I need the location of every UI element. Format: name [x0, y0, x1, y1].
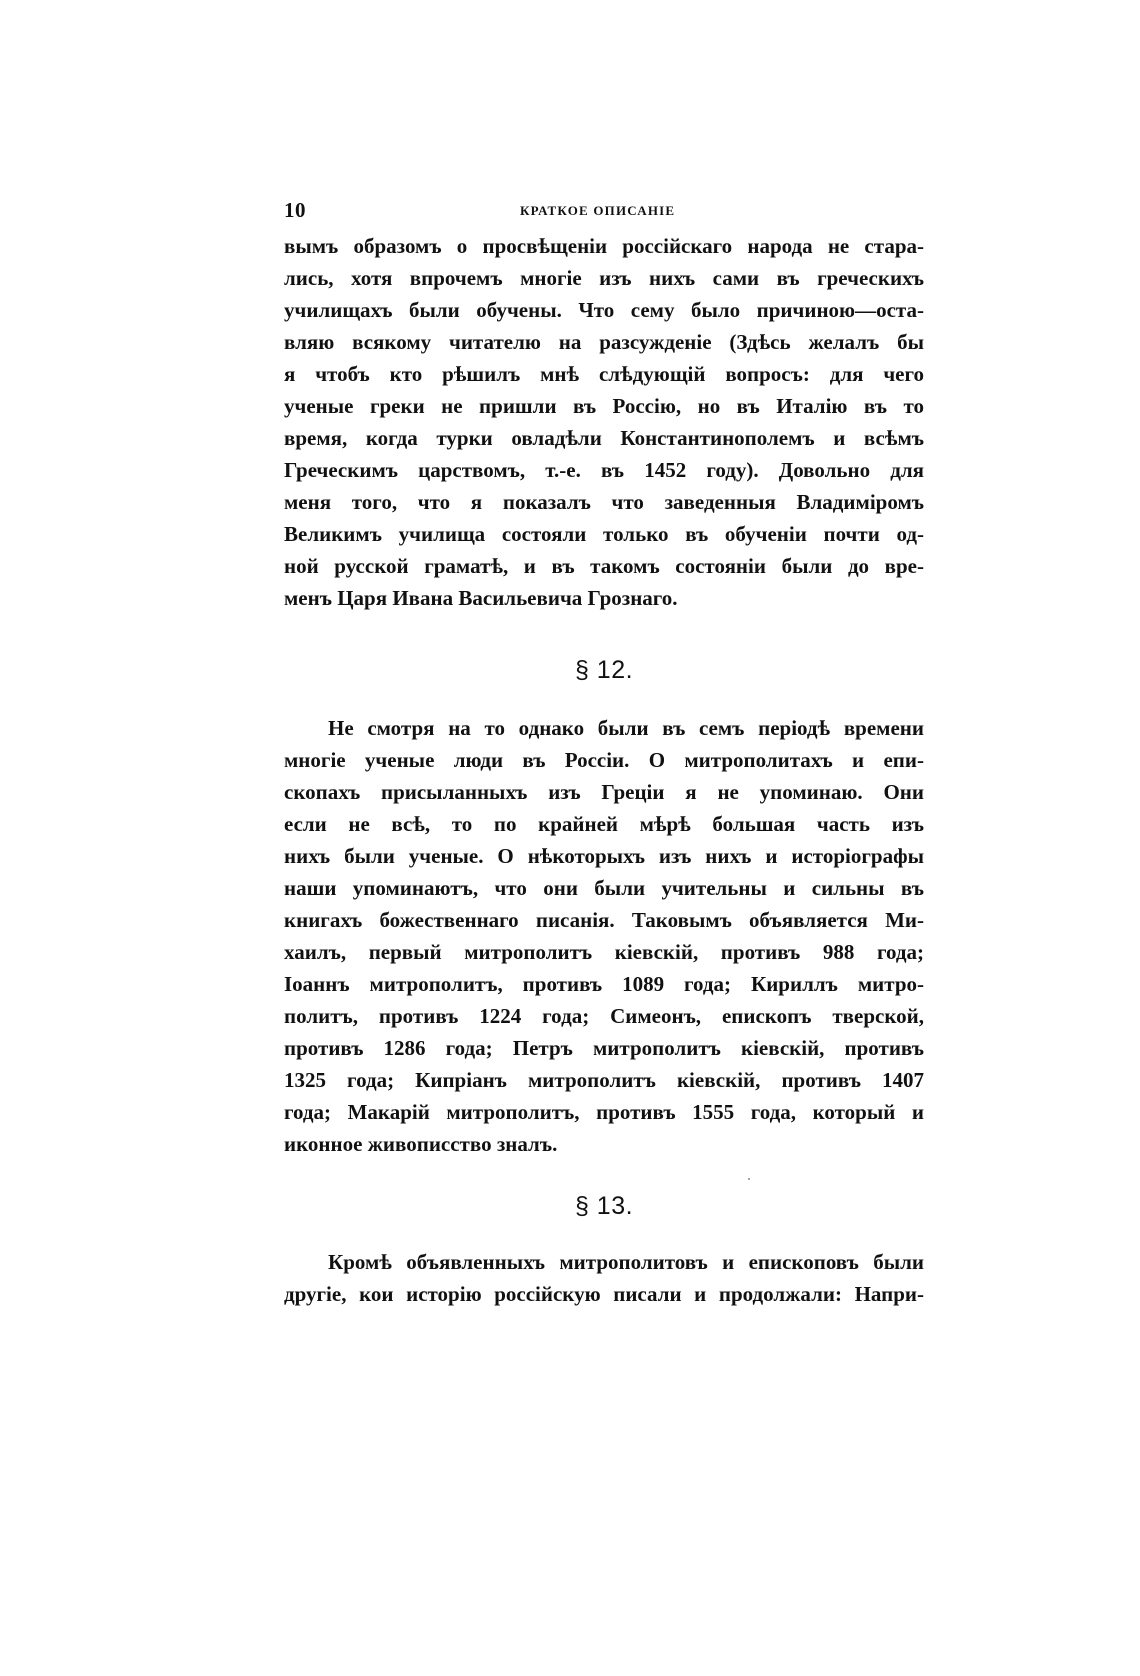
text-line: ной русской граматѣ, и въ такомъ состояніи были до вре- — [284, 554, 924, 578]
text-line: скопахъ присыланныхъ изъ Греціи я не упоминаю. Они — [284, 780, 924, 804]
text-line: если не всѣ, то по крайней мѣрѣ большая часть изъ — [284, 812, 924, 836]
text-line: лись, хотя впрочемъ многіе изъ нихъ сами въ греческихъ — [284, 266, 924, 290]
section-heading-12: § 12. — [574, 656, 634, 684]
text-line: противъ 1286 года; Петръ митрополитъ кіевскій, противъ — [284, 1036, 924, 1060]
section-12-paragraph — [284, 712, 924, 1160]
text-line: вляю всякому читателю на разсужденіе (Здѣсь желалъ бы — [284, 330, 924, 354]
text-line: нихъ были ученые. О нѣкоторыхъ изъ нихъ и исторіографы — [284, 844, 924, 868]
text-line: хаилъ, первый митрополитъ кіевскій, противъ 988 года; — [284, 940, 924, 964]
text-line: Кромѣ объявленныхъ митрополитовъ и епископовъ были — [328, 1250, 924, 1274]
opening-paragraph — [284, 230, 924, 614]
text-line: менъ Царя Ивана Васильевича Грознаго. — [284, 586, 678, 610]
text-line: наши упоминаютъ, что они были учительны и сильны въ — [284, 876, 924, 900]
running-title: КРАТКОЕ ОПИСАНІЕ — [520, 203, 676, 218]
text-line: Іоаннъ митрополитъ, противъ 1089 года; Кириллъ митро- — [284, 972, 924, 996]
text-line: 1325 года; Кипріанъ митрополитъ кіевскій, противъ 1407 — [284, 1068, 924, 1092]
text-line: политъ, противъ 1224 года; Симеонъ, епископъ тверской, — [284, 1004, 924, 1028]
text-line: вымъ образомъ о просвѣщеніи россійскаго народа не стара- — [284, 234, 924, 258]
text-line: училищахъ были обучены. Что сему было причиною—оста- — [284, 298, 924, 322]
text-line: другіе, кои исторію россійскую писали и продолжали: Напри- — [284, 1282, 924, 1306]
text-line: Не смотря на то однако были въ семъ періодѣ времени — [328, 716, 924, 740]
text-line: многіе ученые люди въ Россіи. О митрополитахъ и епи- — [284, 748, 924, 772]
running-head — [284, 198, 924, 228]
section-heading-13: § 13. — [574, 1192, 634, 1220]
text-line: Великимъ училища состояли только въ обученіи почти од- — [284, 522, 924, 546]
text-line: ученые греки не пришли въ Россію, но въ Италію въ то — [284, 394, 924, 418]
print-speck — [748, 1178, 750, 1180]
section-13-paragraph — [284, 1246, 924, 1310]
text-line: я чтобъ кто рѣшилъ мнѣ слѣдующій вопросъ: для чего — [284, 362, 924, 386]
page-number: 10 — [284, 198, 306, 222]
text-line: книгахъ божественнаго писанія. Таковымъ объявляется Ми- — [284, 908, 924, 932]
text-line: Греческимъ царствомъ, т.-е. въ 1452 году). Довольно для — [284, 458, 924, 482]
text-line: года; Макарій митрополитъ, противъ 1555 года, который и — [284, 1100, 924, 1124]
text-line: иконное живописство зналъ. — [284, 1132, 558, 1156]
text-line: меня того, что я показалъ что заведенныя Владиміромъ — [284, 490, 924, 514]
text-line: время, когда турки овладѣли Константинополемъ и всѣмъ — [284, 426, 924, 450]
